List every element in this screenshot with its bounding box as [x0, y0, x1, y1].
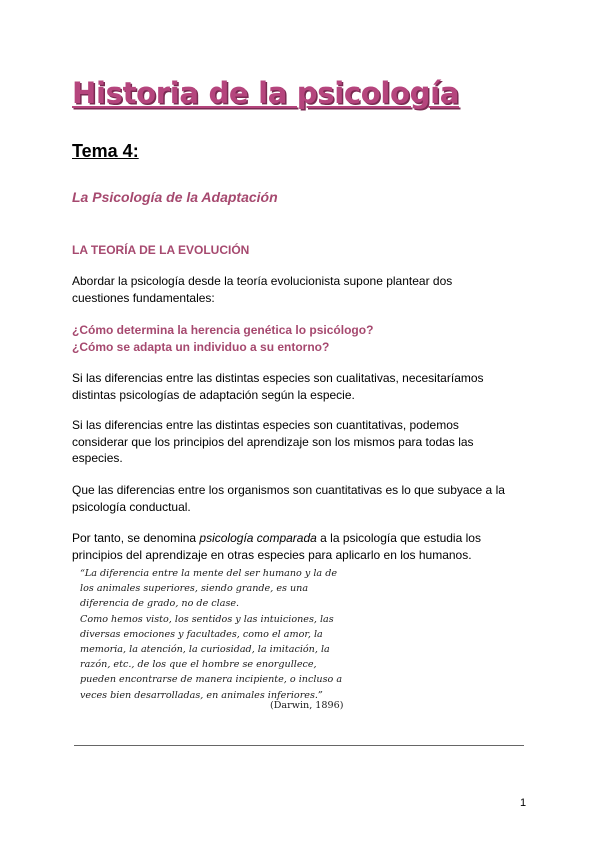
quote-line: Como hemos visto, los sentidos y las intuiciones, las	[80, 613, 334, 625]
text-line: Abordar la psicología desde la teoría evolucionista supone plantear dos	[72, 274, 453, 288]
document-title: Historia de la psicología	[72, 76, 460, 110]
quote-line: pueden encontrarse de manera incipiente, o incluso a	[80, 674, 343, 686]
text-line: psicología conductual.	[72, 499, 191, 514]
paragraph-qualitative	[72, 370, 532, 403]
text-line: Que las diferencias entre los organismos son cuantitativas es lo que subyace a la	[72, 483, 505, 497]
quote-line: los animales superiores, siendo grande, es una	[80, 583, 309, 595]
text-segment: a la psicología que estudia los	[316, 531, 481, 545]
quote-line: veces bien desarrolladas, en animales inferiores.”	[80, 689, 323, 701]
section-heading: LA TEORÍA DE LA EVOLUCIÓN	[72, 243, 250, 257]
quote-citation: (Darwin, 1896)	[270, 700, 344, 711]
page-number: 1	[520, 797, 527, 809]
darwin-quote	[80, 566, 350, 703]
text-line: Si las diferencias entre las distintas especies son cuantitativas, podemos	[72, 418, 459, 432]
text-line	[72, 530, 532, 547]
text-line: Si las diferencias entre las distintas especies son cualitativas, necesitaríamos	[72, 371, 484, 385]
question-1: ¿Cómo determina la herencia genética lo psicólogo?	[72, 323, 374, 337]
paragraph-comparative	[72, 530, 532, 563]
quote-line: memoria, la atención, la curiosidad, la imitación, la	[80, 644, 330, 656]
text-line: especies.	[72, 451, 123, 465]
quote-line: “La diferencia entre la mente del ser humano y la de	[80, 568, 338, 579]
footer-divider	[74, 745, 524, 746]
text-segment: Por tanto, se denomina	[72, 531, 200, 545]
quote-line: diferencia de grado, no de clase.	[80, 598, 240, 610]
text-line: considerar que los principios del aprendizaje son los mismos para todas las	[72, 434, 474, 449]
term-comparative-psychology: psicología comparada	[199, 531, 317, 545]
topic-heading: Tema 4:	[72, 141, 139, 161]
quote-line: razón, etc., de los que el hombre se enorgullece,	[80, 659, 317, 671]
intro-paragraph	[72, 273, 532, 306]
text-line: principios del aprendizaje en otras especies para aplicarlo en los humanos.	[72, 547, 472, 562]
topic-subtitle: La Psicología de la Adaptación	[72, 189, 278, 205]
text-line: cuestiones fundamentales:	[72, 290, 215, 305]
question-2: ¿Cómo se adapta un individuo a su entorno?	[72, 340, 330, 354]
paragraph-quantitative	[72, 417, 532, 467]
paragraph-behavioral	[72, 482, 532, 515]
text-line: distintas psicologías de adaptación según la especie.	[72, 387, 355, 402]
quote-line: diversas emociones y facultades, como el amor, la	[80, 628, 323, 640]
